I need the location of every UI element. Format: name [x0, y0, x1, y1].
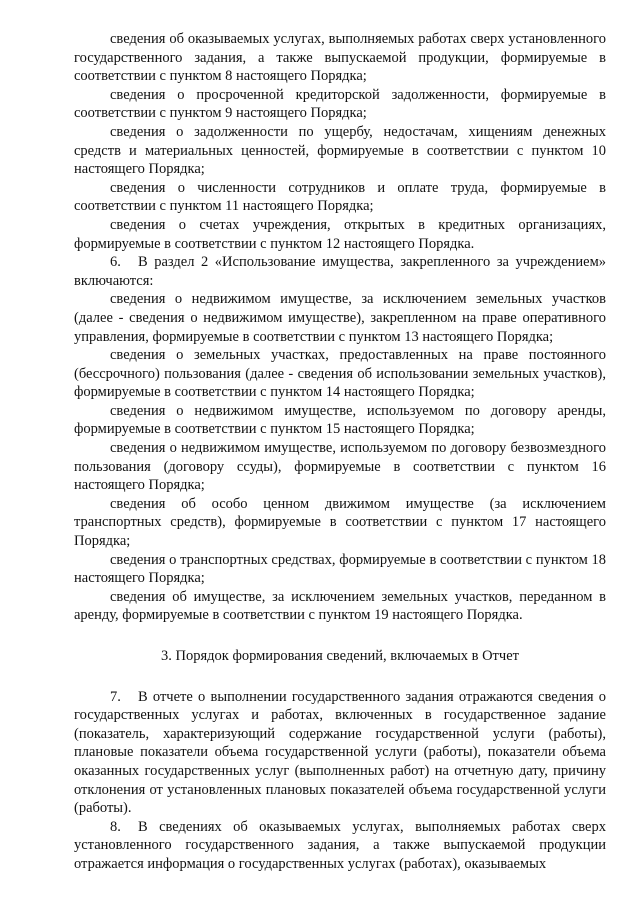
paragraph-overdue-payables: сведения о просроченной кредиторской задолженности, формируемые в соответствии с пунктом 9 настоящего Порядка; — [74, 86, 606, 122]
item-8-text: В сведениях об оказываемых услугах, выполняемых работах сверх установленного государственного задания, а также выпускаемой продукции отражается информация о государственных услугах (работах), оказываемых — [74, 818, 606, 872]
item-6-paragraph — [74, 253, 606, 290]
item-8-paragraph — [74, 818, 606, 874]
paragraph-free-use-real-estate: сведения о недвижимом имуществе, используемом по договору безвозмездного пользования (договору ссуды), формируемые в соответствии с пунктом 16 настоящего Порядка; — [74, 440, 606, 494]
document-body — [74, 30, 606, 874]
item-6-number: 6. — [110, 254, 121, 271]
item-7-number: 7. — [110, 688, 121, 705]
paragraph-land-plots: сведения о земельных участках, предоставленных на праве постоянного (бессрочного) пользования (далее - сведения об использовании земельных участков), формируемые в соответствии с пунктом 14 настоящего Порядка; — [74, 347, 606, 401]
paragraph-leased-real-estate: сведения о недвижимом имуществе, используемом по договору аренды, формируемые в соответствии с пунктом 15 настоящего Порядка; — [74, 402, 606, 438]
paragraph-valuable-movable-property: сведения об особо ценном движимом имуществе (за исключением транспортных средств), формируемые в соответствии с пунктом 17 настоящего Порядка; — [74, 495, 606, 550]
paragraph-vehicles: сведения о транспортных средствах, формируемые в соответствии с пунктом 18 настоящего Порядка; — [74, 551, 606, 587]
item-6-text: В раздел 2 «Использование имущества, закрепленного за учреждением» включаются: — [74, 254, 606, 289]
item-8-number: 8. — [110, 818, 121, 835]
paragraph-staff-and-pay: сведения о численности сотрудников и оплате труда, формируемые в соответствии с пунктом 11 настоящего Порядка; — [74, 179, 606, 215]
paragraph-bank-accounts: сведения о счетах учреждения, открытых в кредитных организациях, формируемые в соответствии с пунктом 12 настоящего Порядка. — [74, 216, 606, 252]
paragraph-services-beyond-assignment: сведения об оказываемых услугах, выполняемых работах сверх установленного государственного задания, а также выпускаемой продукции, формируемые в соответствии с пунктом 8 настоящего Порядка; — [74, 31, 606, 85]
section-3-heading: 3. Порядок формирования сведений, включаемых в Отчет — [161, 648, 519, 664]
paragraph-damage-debt: сведения о задолженности по ущербу, недостачам, хищениям денежных средств и материальных ценностей, формируемые в соответствии с пунктом 10 настоящего Порядка; — [74, 123, 606, 178]
paragraph-real-estate: сведения о недвижимом имуществе, за исключением земельных участков (далее - сведения о недвижимом имуществе), закрепленном на праве оперативного управления, формируемые в соответствии с пунктом 13 настоящего Порядка; — [74, 291, 606, 345]
paragraph-property-leased-out: сведения об имуществе, за исключением земельных участков, переданном в аренду, формируемые в соответствии с пунктом 19 настоящего Порядка. — [74, 588, 606, 624]
item-7-text: В отчете о выполнении государственного задания отражаются сведения о государственных услугах и работах, включенных в государственное задание (показатель, характеризующий содержание государственной услуги (работы), плановые показатели объема государственной услуги (работы), показатели объема оказанных государственных услуг (выполненных работ) на отчетную дату, причину отклонения от установленных плановых показателей объема государственной услуги (работы). — [74, 688, 606, 817]
item-7-paragraph — [74, 688, 606, 818]
